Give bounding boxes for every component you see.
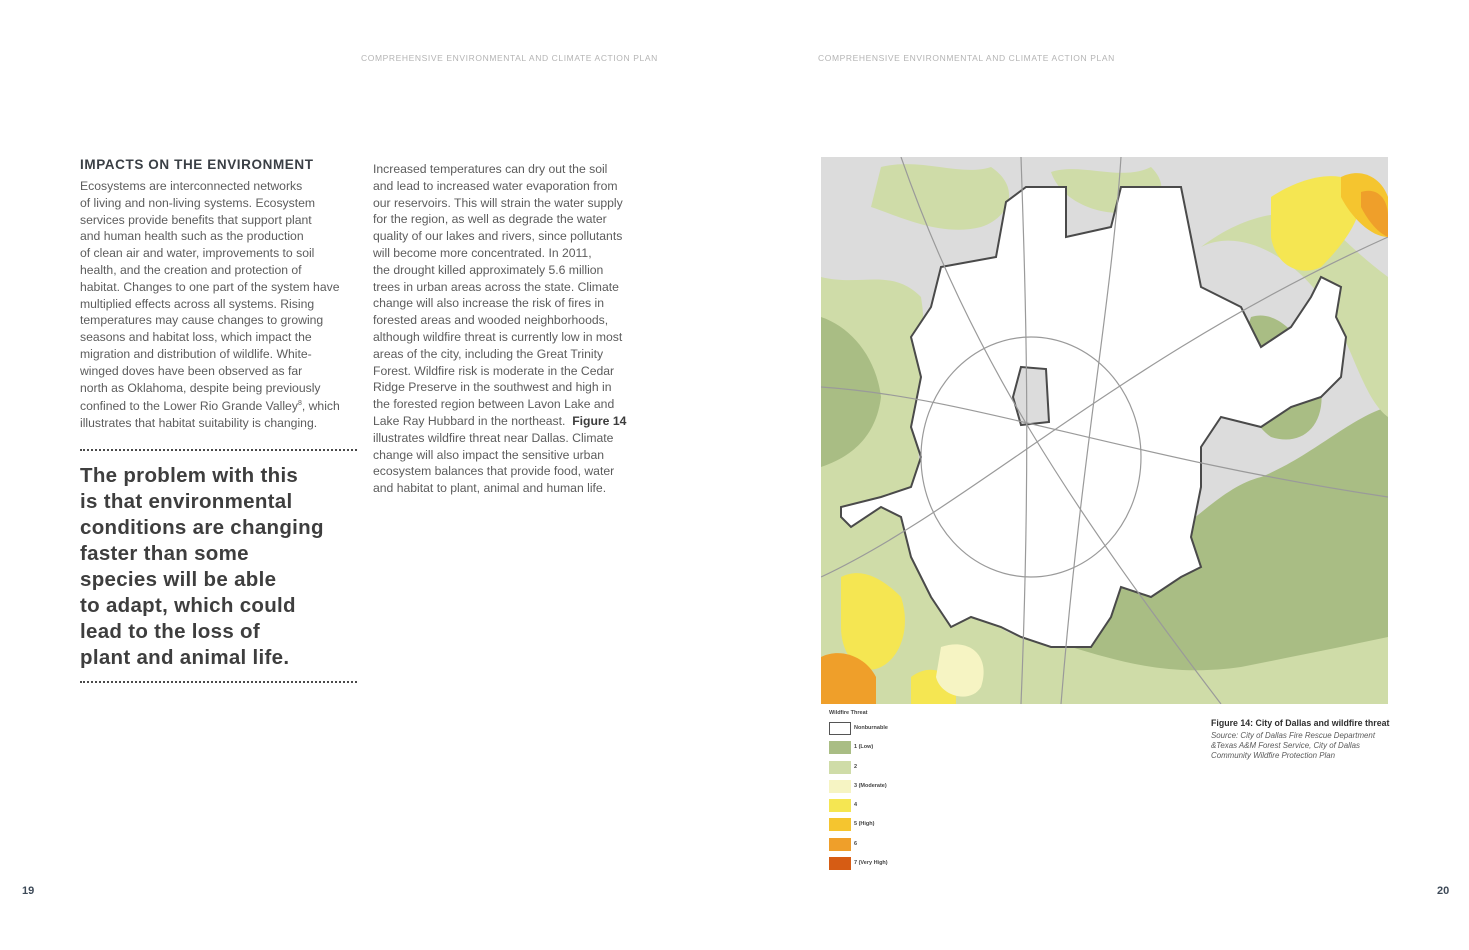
figure-source bbox=[1211, 731, 1401, 761]
running-header-right: COMPREHENSIVE ENVIRONMENTAL AND CLIMATE ACTION PLAN bbox=[818, 53, 1115, 63]
body-line: areas of the city, including the Great Trinity bbox=[373, 346, 604, 361]
pull-quote bbox=[80, 463, 365, 671]
body-line: our reservoirs. This will strain the water supply bbox=[373, 195, 623, 210]
body-line: north as Oklahoma, despite being previously bbox=[80, 380, 321, 395]
body-line: forested areas and wooded neighborhoods, bbox=[373, 313, 609, 328]
legend-item bbox=[829, 722, 888, 741]
body-line: trees in urban areas across the state. Climate bbox=[373, 279, 619, 294]
pull-quote-line: conditions are changing bbox=[80, 516, 324, 539]
pull-quote-line: plant and animal life. bbox=[80, 646, 290, 669]
pull-quote-line: lead to the loss of bbox=[80, 620, 260, 643]
body-text-segment: , which bbox=[301, 399, 340, 414]
footnote-marker: 8 bbox=[297, 400, 302, 408]
body-line: the forested region between Lavon Lake and bbox=[373, 397, 615, 412]
body-text-segment: confined to the Lower Rio Grande Valley bbox=[80, 399, 298, 414]
legend-title: Wildfire Threat bbox=[829, 710, 868, 716]
page-number-left: 19 bbox=[22, 885, 35, 897]
dotted-divider-top bbox=[80, 449, 357, 451]
body-line: illustrates that habitat suitability is changing. bbox=[80, 416, 318, 431]
map-legend bbox=[829, 710, 888, 876]
pull-quote-line: is that environmental bbox=[80, 490, 293, 513]
legend-swatch bbox=[829, 761, 851, 774]
legend-swatch bbox=[829, 722, 851, 735]
figure-reference: Figure 14 bbox=[572, 413, 627, 428]
legend-label: 4 bbox=[854, 802, 858, 809]
page-number-right: 20 bbox=[1437, 885, 1450, 897]
body-line: illustrates wildfire threat near Dallas. Climate bbox=[373, 430, 614, 445]
legend-swatch bbox=[829, 780, 851, 793]
body-line: temperatures may cause changes to growing bbox=[80, 313, 324, 328]
pull-quote-line: species will be able bbox=[80, 568, 277, 591]
figure-caption bbox=[1211, 718, 1401, 761]
body-line: and human health such as the production bbox=[80, 229, 304, 244]
body-line: change will also impact the sensitive urban bbox=[373, 447, 605, 462]
legend-swatch bbox=[829, 799, 851, 812]
body-line: although wildfire threat is currently low in most bbox=[373, 329, 623, 344]
body-line: change will also increase the risk of fires in bbox=[373, 296, 604, 311]
legend-item bbox=[829, 857, 888, 876]
pull-quote-line: The problem with this bbox=[80, 464, 299, 487]
body-line: of clean air and water, improvements to soil bbox=[80, 246, 315, 261]
body-line: ecosystem balances that provide food, water bbox=[373, 464, 615, 479]
legend-item bbox=[829, 761, 867, 780]
legend-swatch bbox=[829, 838, 851, 851]
legend-label: 3 (Moderate) bbox=[854, 782, 887, 789]
body-line: migration and distribution of wildlife. White- bbox=[80, 346, 312, 361]
legend-swatch bbox=[829, 818, 851, 831]
source-line: &Texas A&M Forest Service, City of Dallas bbox=[1211, 741, 1360, 750]
legend-label: 5 (High) bbox=[854, 821, 875, 828]
body-line: will become more concentrated. In 2011, bbox=[373, 245, 592, 260]
body-line: Increased temperatures can dry out the soil bbox=[373, 162, 608, 176]
body-line: multiplied effects across all systems. Rising bbox=[80, 296, 315, 311]
body-line bbox=[373, 413, 658, 430]
body-line: Ridge Preserve in the southwest and high in bbox=[373, 380, 612, 395]
body-line: of living and non-living systems. Ecosystem bbox=[80, 195, 316, 210]
source-line: Source: City of Dallas Fire Rescue Department bbox=[1211, 731, 1376, 740]
legend-label: Nonburnable bbox=[854, 725, 888, 731]
legend-item bbox=[829, 838, 867, 857]
body-line: health, and the creation and protection of bbox=[80, 262, 302, 277]
pull-quote-line: to adapt, which could bbox=[80, 594, 296, 617]
legend-swatch bbox=[829, 857, 851, 870]
legend-swatch bbox=[829, 741, 851, 754]
body-line: the drought killed approximately 5.6 million bbox=[373, 262, 604, 277]
wildfire-threat-map bbox=[821, 157, 1388, 704]
legend-item bbox=[829, 818, 875, 837]
legend-item bbox=[829, 799, 867, 818]
body-text-segment: Lake Ray Hubbard in the northeast. bbox=[373, 413, 573, 428]
body-line: and habitat to plant, animal and human life. bbox=[373, 481, 607, 496]
legend-label: 2 bbox=[854, 763, 858, 770]
body-column-1 bbox=[80, 178, 365, 432]
body-line: Ecosystems are interconnected networks bbox=[80, 179, 303, 193]
body-line: for the region, as well as degrade the water bbox=[373, 212, 607, 227]
dotted-divider-bottom bbox=[80, 681, 357, 683]
source-line: Community Wildfire Protection Plan bbox=[1211, 751, 1336, 760]
body-line: services provide benefits that support plant bbox=[80, 212, 312, 227]
running-header-left: COMPREHENSIVE ENVIRONMENTAL AND CLIMATE ACTION PLAN bbox=[361, 53, 658, 63]
body-line: quality of our lakes and rivers, since pollutants bbox=[373, 229, 623, 244]
legend-item bbox=[829, 741, 874, 760]
body-line: habitat. Changes to one part of the system have bbox=[80, 279, 340, 294]
body-column-2 bbox=[373, 161, 658, 497]
legend-label: 6 bbox=[854, 840, 858, 847]
body-line bbox=[80, 396, 365, 415]
section-heading: IMPACTS ON THE ENVIRONMENT bbox=[80, 157, 314, 172]
legend-item bbox=[829, 780, 887, 799]
body-line: winged doves have been observed as far bbox=[80, 363, 303, 378]
legend-label: 1 (Low) bbox=[854, 744, 874, 751]
legend-label: 7 (Very High) bbox=[854, 860, 888, 867]
city-enclave bbox=[1013, 367, 1049, 425]
figure-title: Figure 14: City of Dallas and wildfire threat bbox=[1211, 718, 1390, 728]
map-graphic bbox=[821, 157, 1388, 704]
pull-quote-line: faster than some bbox=[80, 542, 249, 565]
body-line: Forest. Wildfire risk is moderate in the Cedar bbox=[373, 363, 615, 378]
body-line: and lead to increased water evaporation from bbox=[373, 178, 618, 193]
body-line: seasons and habitat loss, which impact the bbox=[80, 330, 312, 345]
